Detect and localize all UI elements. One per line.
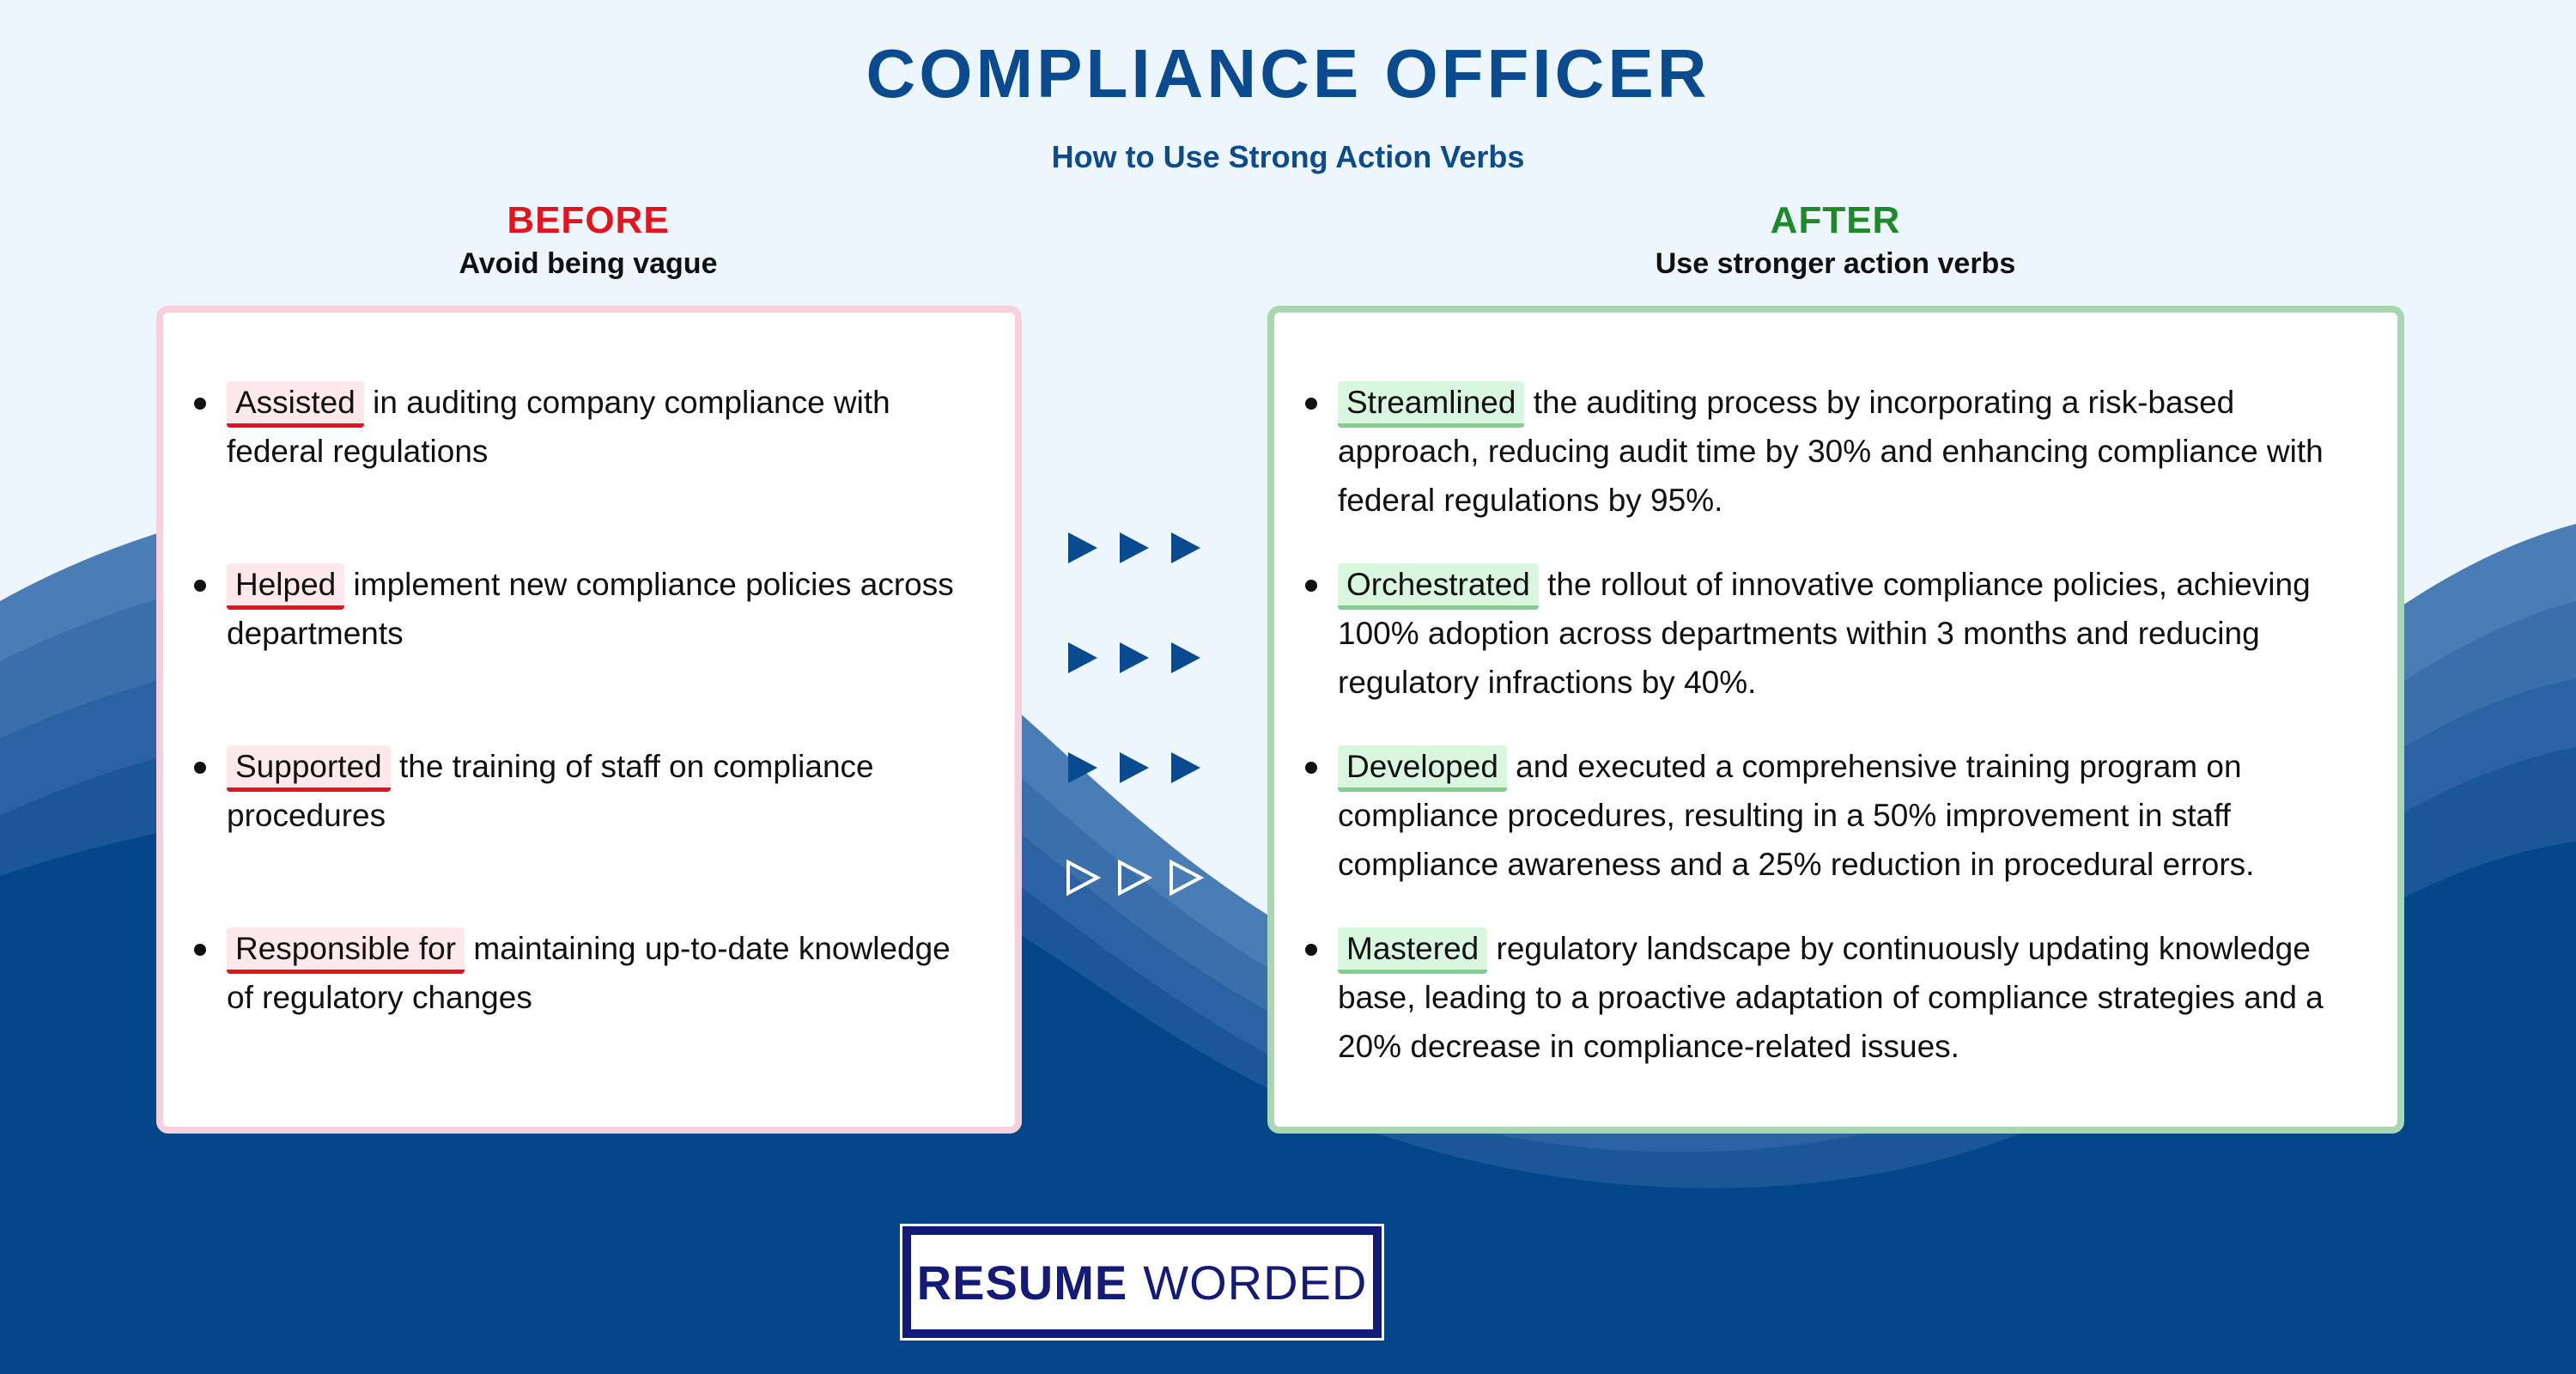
- strong-verb: Streamlined: [1338, 381, 1524, 428]
- before-item: [227, 378, 982, 476]
- logo-regular-text: WORDED: [1143, 1255, 1368, 1310]
- bullet: [194, 398, 206, 410]
- weak-verb: Helped: [227, 563, 344, 610]
- after-heading: AFTER: [1770, 199, 1901, 241]
- weak-verb: Responsible for: [227, 927, 465, 974]
- resume-worded-logo[interactable]: [902, 1226, 1382, 1338]
- after-item: [1338, 924, 2351, 1071]
- arrow-right-outline-icon: [1061, 859, 1207, 897]
- strong-verb: Orchestrated: [1338, 563, 1539, 610]
- page-subtitle: How to Use Strong Action Verbs: [1051, 139, 1525, 174]
- bullet: [1305, 580, 1317, 592]
- bullet: [194, 762, 206, 774]
- strong-verb: Mastered: [1338, 927, 1487, 974]
- arrow-row: [1061, 529, 1207, 567]
- before-item-text: the training of staff on compliance procedures: [227, 749, 874, 833]
- before-item: [227, 560, 982, 658]
- arrow-right-filled-icon: [1061, 639, 1207, 677]
- after-item-text: and executed a comprehensive training program on compliance procedures, resulting in a 50% improvement in staff compliance awareness and a 25% reduction in procedural errors.: [1338, 749, 2255, 882]
- arrow-right-filled-icon: [1061, 749, 1207, 787]
- before-item-text: in auditing company compliance with federal regulations: [227, 385, 890, 469]
- bullet: [1305, 398, 1317, 410]
- bullet: [1305, 762, 1317, 774]
- strong-verb: Developed: [1338, 745, 1507, 792]
- bullet: [1305, 944, 1317, 956]
- after-item-text: the auditing process by incorporating a risk-based approach, reducing audit time by 30% and enhancing compliance with federal regulations by 95%.: [1338, 385, 2324, 518]
- before-heading: BEFORE: [507, 199, 670, 241]
- before-item-text: implement new compliance policies across departments: [227, 567, 954, 651]
- before-item: [227, 742, 982, 840]
- arrow-row: [1061, 859, 1207, 897]
- after-header: [1267, 199, 2403, 281]
- page-title: COMPLIANCE OFFICER: [866, 35, 1710, 112]
- arrow-row: [1061, 639, 1207, 677]
- before-header: [156, 199, 1020, 281]
- before-item: [227, 924, 982, 1022]
- arrow-right-filled-icon: [1061, 529, 1207, 567]
- after-panel: [1267, 306, 2404, 1134]
- weak-verb: Assisted: [227, 381, 364, 428]
- after-subheading: Use stronger action verbs: [1655, 247, 2016, 280]
- before-panel: [156, 306, 1022, 1134]
- before-subheading: Avoid being vague: [459, 247, 718, 280]
- after-item-text: the rollout of innovative compliance policies, achieving 100% adoption across departments within 3 months and reducing regulatory infractions by 40%.: [1338, 567, 2311, 700]
- before-item-text: maintaining up-to-date knowledge of regulatory changes: [227, 931, 951, 1015]
- bullet: [194, 580, 206, 592]
- after-item: [1338, 742, 2351, 889]
- arrow-row: [1061, 749, 1207, 787]
- logo-bold-text: RESUME: [916, 1255, 1128, 1310]
- after-item: [1338, 560, 2351, 707]
- after-item: [1338, 378, 2351, 525]
- bullet: [194, 944, 206, 956]
- weak-verb: Supported: [227, 745, 391, 792]
- after-item-text: regulatory landscape by continuously updating knowledge base, leading to a proactive adaptation of compliance strategies and a 20% decrease in compliance-related issues.: [1338, 931, 2324, 1064]
